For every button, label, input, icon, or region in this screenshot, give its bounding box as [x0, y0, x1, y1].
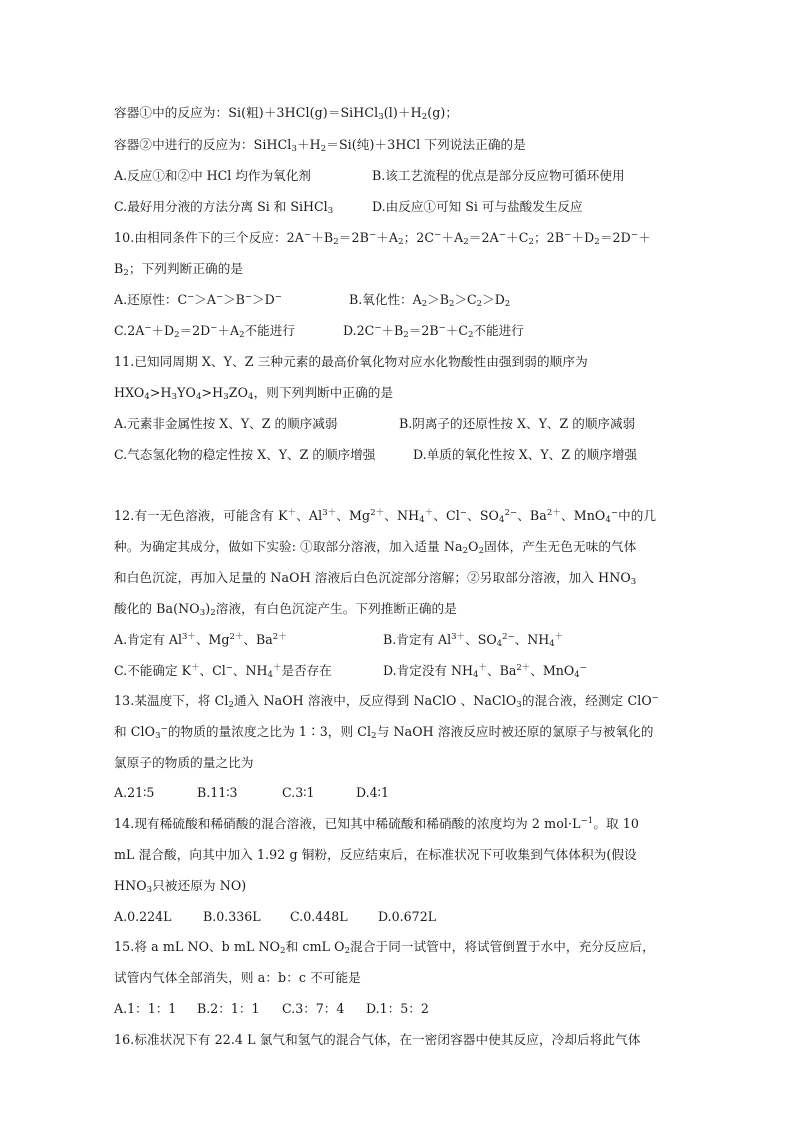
- answer-option-l29-0: A.1：1：1: [114, 1001, 177, 1016]
- answer-option-l18-0: C.不能确定 K＋、Cl−、$NH_4^+$是否存在: [114, 663, 332, 680]
- text-line-l15: 和白色沉淀，再加入足量的 NaOH 溶液后白色沉淀部分溶解；②另取部分溶液，加入 $HNO_3$: [114, 570, 637, 587]
- answer-option-l17-1: B.肯定有 $Al^{3+}$、$SO_4^{2-}$、$NH_4^+$: [383, 632, 564, 649]
- text-line-l28: 试管内气体全部消失，则 a：b：c 不可能是: [114, 970, 361, 985]
- answer-option-l22-2: C.3∶1: [282, 785, 315, 800]
- answer-option-l3-0: A.反应①和②中 HCl 均作为氧化剂: [114, 168, 311, 183]
- text-line-l1: 容器①中的反应为：Si(粗)$+3HCl(g)=SiHCl_3(l)+H_2(g)$；: [114, 105, 459, 122]
- answer-option-l11-0: A.元素非金属性按 X、Y、Z 的顺序减弱: [114, 416, 338, 431]
- answer-option-l29-1: B.2：1：1: [197, 1001, 260, 1016]
- text-line-l24: mL 混合酸，向其中加入 1.92 g 铜粉，反应结束后，在标准状况下可收集到气体体积为(假设: [114, 847, 637, 862]
- text-line-l21: 氯原子的物质的量之比为: [114, 755, 254, 770]
- answer-option-l22-3: D.4∶1: [356, 785, 389, 800]
- text-line-l27: 15.将 a mL NO、b mL $NO_2$和 cmL $O_2$混合于同一试管中，将试管倒置于水中，充分反应后，: [114, 939, 655, 956]
- text-line-l6: $B_2$；下列判断正确的是: [114, 261, 244, 278]
- answer-option-l4-0: C.最好用分液的方法分离 Si 和 SiHCl$_3$: [114, 199, 334, 216]
- answer-option-l22-0: A.21∶5: [114, 785, 155, 800]
- text-line-l9: 11.已知同周期 X、Y、Z 三种元素的最高价氧化物对应水化物酸性由强到弱的顺序为: [114, 354, 588, 369]
- answer-option-l7-1: B.氧化性：$A_2>B_2>C_2>D_2$: [349, 292, 511, 309]
- text-line-l25: $HNO_3$只被还原为 NO): [114, 878, 247, 895]
- answer-option-l17-0: A.肯定有 $Al^{3+}$、$Mg^{2+}$、$Ba^{2+}$: [114, 632, 287, 647]
- answer-option-l4-1: D.由反应①可知 Si 可与盐酸发生反应: [372, 199, 583, 214]
- text-line-l30: 16.标准状况下有 22.4 L 氯气和氢气的混合气体，在一密闭容器中使其反应，冷却后将此气体: [114, 1032, 641, 1047]
- text-line-l2: 容器②中进行的反应为：$SiHCl_3+H_2=Si$(纯)＋3HCl 下列说法正确的是: [114, 137, 526, 154]
- answer-option-l8-0: $C.2A^-+D_2=2D^-+A_2$不能进行: [114, 323, 295, 340]
- text-line-l19: 13.某温度下，将 $Cl_2$通入 NaOH 溶液中，反应得到 NaClO 、NaClO$_3$的混合液，经测定 ClO−: [114, 693, 659, 710]
- answer-option-l18-1: D.肯定没有 $NH_4^+$、$Ba^{2+}$、MnO$_4$−: [383, 663, 587, 680]
- text-line-l16: 酸化的 $Ba(NO_3)_2$溶液，有白色沉淀产生。下列推断正确的是: [114, 601, 457, 618]
- text-line-l14: 种。为确定其成分，做如下实验: ①取部分溶液，加入适量 $Na_2O_2$固体，产生无色无味的气体: [114, 539, 637, 556]
- text-line-l5: 10.由相同条件下的三个反应：$2A^-+B_2=2B^-+A_2$；$2C^-+A_2=2A^-+C_2$；$2B^-+D_2=2D^-+$: [114, 230, 651, 247]
- text-line-l10: $HXO_4>H_3YO_4>H_3ZO_4$，则下列判断中正确的是: [114, 385, 394, 402]
- answer-option-l12-1: D.单质的氧化性按 X、Y、Z 的顺序增强: [413, 447, 638, 462]
- answer-option-l7-0: A.还原性：C−＞A−＞B−＞D−: [114, 292, 282, 307]
- answer-option-l26-2: C.0.448L: [290, 909, 348, 924]
- text-line-l23: 14.现有稀硫酸和稀硝酸的混合溶液，已知其中稀硫酸和稀硝酸的浓度均为 2 $mol\cdot L^{-1}$。取 10: [114, 816, 640, 831]
- answer-option-l29-2: C.3：7：4: [282, 1001, 345, 1016]
- answer-option-l3-1: B.该工艺流程的优点是部分反应物可循环使用: [372, 168, 625, 183]
- answer-option-l22-1: B.11∶3: [197, 785, 238, 800]
- answer-option-l12-0: C.气态氢化物的稳定性按 X、Y、Z 的顺序增强: [114, 447, 376, 462]
- answer-option-l26-1: B.0.336L: [203, 909, 261, 924]
- text-line-l13: 12.有一无色溶液，可能含有 K＋、$Al^{3+}$、$Mg^{2+}$、$NH_4^+$、Cl−、$SO_4^{2-}$、$Ba^{2+}$、MnO$_4$−中的几: [114, 508, 657, 525]
- text-line-l20: 和 ClO$_3$−的物质的量浓度之比为 1∶3，则 $Cl_2$与 NaOH 溶液反应时被还原的氯原子与被氧化的: [114, 724, 654, 741]
- answer-option-l26-3: D.0.672L: [378, 909, 437, 924]
- answer-option-l26-0: A.0.224L: [114, 909, 172, 924]
- answer-option-l29-3: D.1：5：2: [366, 1001, 429, 1016]
- answer-option-l8-1: $D.2C^-+B_2=2B^-+C_2$不能进行: [343, 323, 524, 340]
- answer-option-l11-1: B.阴离子的还原性按 X、Y、Z 的顺序减弱: [399, 416, 636, 431]
